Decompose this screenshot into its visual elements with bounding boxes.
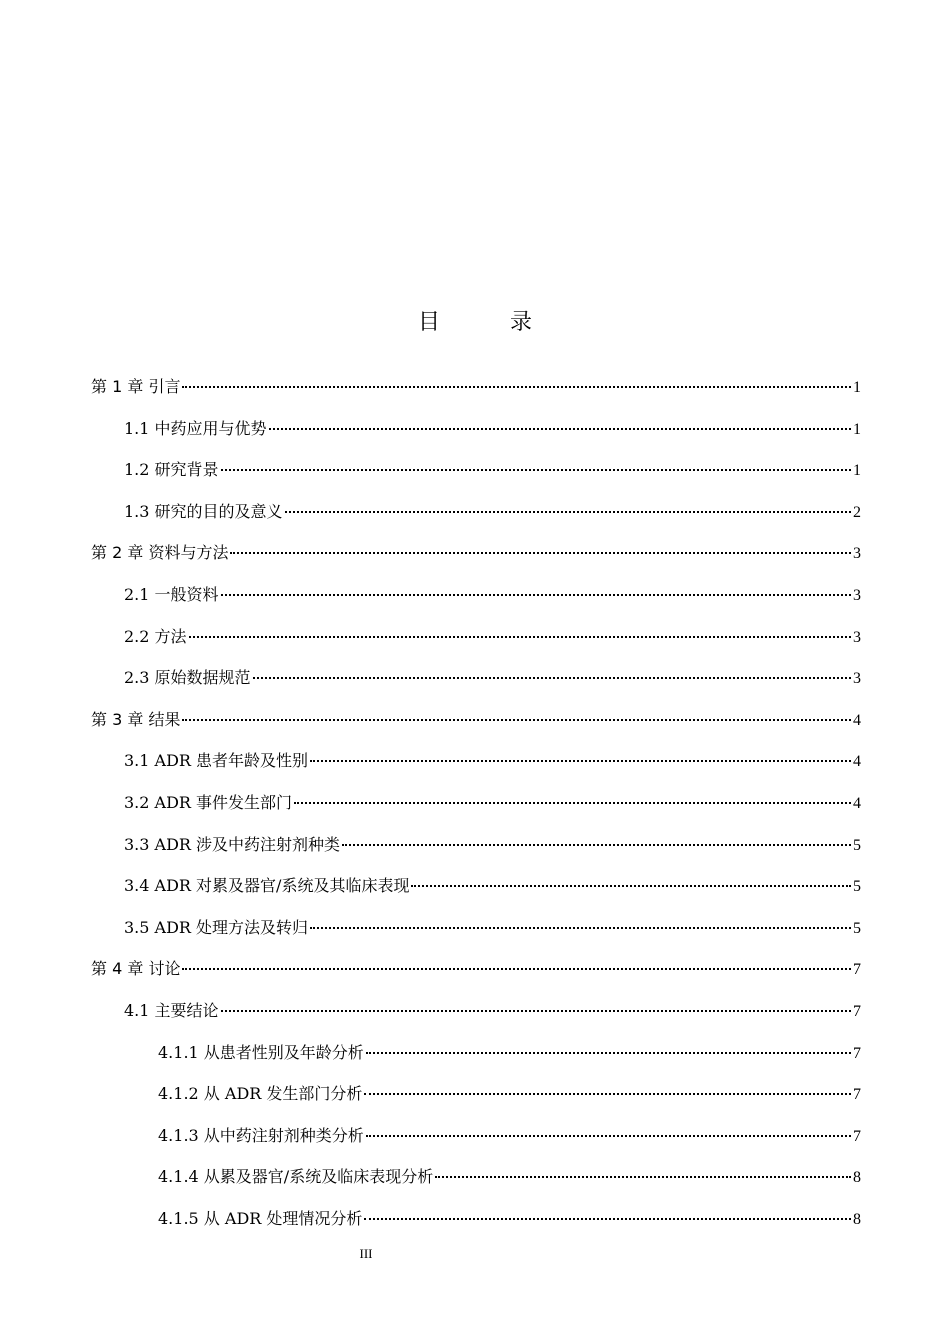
toc-entry-1-3[interactable]	[91, 491, 861, 533]
toc-entry-page: 7	[853, 1044, 861, 1062]
toc-entry-label: 第 3 章 结果	[91, 709, 181, 729]
dot-leader	[182, 719, 851, 721]
toc-entry-1-1[interactable]	[91, 408, 861, 450]
toc-entry-page: 5	[853, 919, 861, 937]
dot-leader	[310, 760, 851, 762]
dot-leader	[294, 802, 851, 804]
table-of-contents	[91, 366, 861, 1239]
dot-leader	[310, 927, 851, 929]
toc-entry-page: 3	[853, 545, 861, 563]
dot-leader	[221, 594, 851, 596]
toc-entry-4-1-2[interactable]	[91, 1073, 861, 1115]
toc-entry-label: 2.2 方法	[124, 626, 187, 646]
dot-leader	[285, 511, 851, 513]
toc-entry-4-1[interactable]	[91, 990, 861, 1032]
dot-leader	[221, 1010, 851, 1012]
toc-entry-label: 第 1 章 引言	[91, 377, 181, 396]
dot-leader	[182, 968, 851, 970]
toc-entry-2-1[interactable]	[91, 574, 861, 616]
toc-entry-page: 4	[853, 794, 861, 812]
toc-entry-page: 3	[853, 586, 861, 604]
dot-leader	[364, 1093, 851, 1095]
toc-entry-page: 4	[853, 753, 861, 771]
toc-entry-page: 5	[853, 836, 861, 854]
toc-entry-3-3[interactable]	[91, 824, 861, 866]
dot-leader	[435, 1176, 851, 1178]
toc-entry-page: 2	[853, 503, 861, 521]
toc-entry-label: 4.1.3 从中药注射剂种类分析	[158, 1125, 364, 1145]
toc-entry-3-5[interactable]	[91, 907, 861, 949]
toc-entry-2-3[interactable]	[91, 657, 861, 699]
toc-entry-chapter-2[interactable]	[91, 532, 861, 574]
toc-entry-3-2[interactable]	[91, 782, 861, 824]
toc-entry-page: 5	[853, 878, 861, 896]
dot-leader	[364, 1218, 851, 1220]
dot-leader	[230, 552, 851, 554]
toc-entry-page: 7	[853, 1127, 861, 1145]
toc-entry-page: 8	[853, 1169, 861, 1187]
toc-entry-4-1-1[interactable]	[91, 1032, 861, 1074]
dot-leader	[342, 844, 851, 846]
toc-entry-3-1[interactable]	[91, 740, 861, 782]
dot-leader	[253, 677, 851, 679]
toc-entry-chapter-4[interactable]	[91, 948, 861, 990]
toc-entry-page: 8	[853, 1210, 861, 1228]
toc-entry-page: 3	[853, 670, 861, 688]
toc-entry-label: 3.5 ADR 处理方法及转归	[124, 917, 309, 937]
toc-entry-4-1-5[interactable]	[91, 1198, 861, 1240]
toc-entry-label: 4.1 主要结论	[124, 1000, 219, 1020]
toc-entry-chapter-1[interactable]	[91, 366, 861, 408]
toc-entry-page: 4	[853, 711, 861, 729]
toc-entry-label: 第 4 章 讨论	[91, 959, 181, 979]
toc-entry-chapter-3[interactable]	[91, 699, 861, 741]
toc-entry-page: 7	[853, 961, 861, 979]
toc-entry-label: 1.1 中药应用与优势	[124, 418, 267, 438]
toc-entry-label: 第 2 章 资料与方法	[91, 543, 229, 563]
toc-entry-page: 7	[853, 1086, 861, 1104]
toc-entry-label: 1.3 研究的目的及意义	[124, 501, 283, 521]
page-number-footer: III	[359, 1246, 373, 1261]
toc-entry-label: 3.1 ADR 患者年龄及性别	[124, 751, 309, 771]
toc-entry-label: 3.4 ADR 对累及器官/系统及其临床表现	[124, 876, 410, 896]
toc-entry-label: 2.1 一般资料	[124, 584, 219, 604]
toc-entry-label: 2.3 原始数据规范	[124, 668, 251, 688]
toc-entry-4-1-3[interactable]	[91, 1115, 861, 1157]
toc-entry-label: 4.1.2 从 ADR 发生部门分析	[158, 1084, 363, 1104]
toc-entry-page: 1	[853, 462, 861, 480]
toc-entry-label: 3.3 ADR 涉及中药注射剂种类	[124, 834, 341, 854]
dot-leader	[366, 1135, 851, 1137]
toc-entry-page: 1	[853, 420, 861, 438]
toc-entry-label: 4.1.1 从患者性别及年龄分析	[158, 1042, 364, 1062]
toc-entry-page: 7	[853, 1002, 861, 1020]
toc-title: 目 录	[417, 310, 556, 335]
toc-entry-page: 1	[853, 379, 861, 396]
toc-entry-label: 4.1.5 从 ADR 处理情况分析	[158, 1208, 363, 1228]
toc-entry-4-1-4[interactable]	[91, 1156, 861, 1198]
dot-leader	[182, 386, 851, 388]
dot-leader	[189, 636, 851, 638]
dot-leader	[366, 1052, 851, 1054]
dot-leader	[221, 469, 851, 471]
toc-entry-label: 4.1.4 从累及器官/系统及临床表现分析	[158, 1167, 434, 1187]
dot-leader	[269, 428, 851, 430]
toc-entry-label: 1.2 研究背景	[124, 460, 219, 480]
toc-entry-label: 3.2 ADR 事件发生部门	[124, 792, 293, 812]
toc-entry-2-2[interactable]	[91, 616, 861, 658]
toc-entry-page: 3	[853, 628, 861, 646]
toc-entry-3-4[interactable]	[91, 865, 861, 907]
toc-entry-1-2[interactable]	[91, 449, 861, 491]
dot-leader	[411, 885, 851, 887]
